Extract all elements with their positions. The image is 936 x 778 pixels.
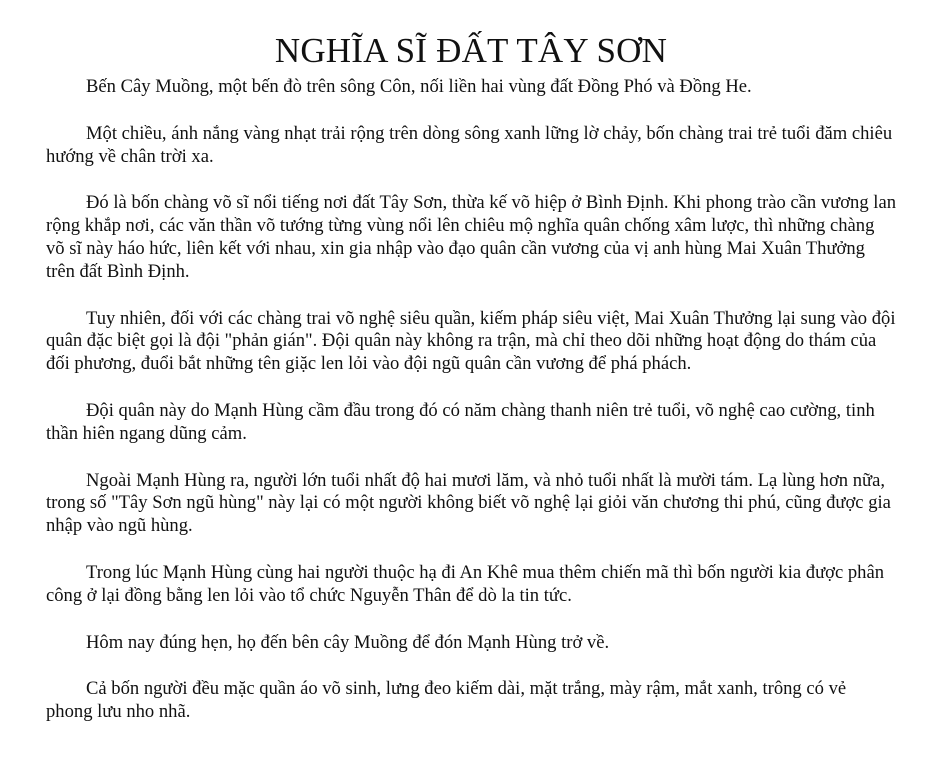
paragraph-1: Bến Cây Muồng, một bến đò trên sông Côn, nối liền hai vùng đất Đồng Phó và Đồng He. (86, 76, 752, 97)
paragraph-5: Đội quân này do Mạnh Hùng cầm đầu trong đó có năm chàng thanh niên trẻ tuổi, võ nghệ cao cường, tinh thần hiên ngang dũng cảm. (46, 399, 875, 444)
paragraph-7: Trong lúc Mạnh Hùng cùng hai người thuộc hạ đi An Khê mua thêm chiến mã thì bốn người kia được phân công ở lại đồng bằng len lỏi vào tổ chức Nguyễn Thân để dò la tin tức. (46, 561, 885, 606)
paragraph-6: Ngoài Mạnh Hùng ra, người lớn tuổi nhất độ hai mươi lăm, và nhỏ tuổi nhất là mười tám. Lạ lùng hơn nữa, trong số "Tây Sơn ngũ hùng" này lại có một người không biết võ nghệ lại giỏi văn chương thi phú, cũng được gia nhập vào ngũ hùng. (46, 469, 891, 537)
paragraph-4: Tuy nhiên, đối với các chàng trai võ nghệ siêu quần, kiếm pháp siêu việt, Mai Xuân Thưởng lại sung vào đội quân đặc biệt gọi là đội "phản gián". Đội quân này không ra trận, mà chỉ theo dõi những hoạt động do thám của đối phương, đuổi bắt những tên giặc len lỏi vào đội ngũ quân cần vương để phá phách. (46, 307, 896, 375)
paragraph-9: Cả bốn người đều mặc quần áo võ sinh, lưng đeo kiếm dài, mặt trắng, mày rậm, mắt xanh, trông có vẻ phong lưu nho nhã. (46, 678, 847, 723)
document-title: NGHĨA SĨ ĐẤT TÂY SƠN (274, 31, 668, 70)
paragraph-8: Hôm nay đúng hẹn, họ đến bên cây Muồng để đón Mạnh Hùng trở về. (86, 631, 610, 653)
paragraph-3: Đó là bốn chàng võ sĩ nổi tiếng nơi đất Tây Sơn, thừa kế võ hiệp ở Bình Định. Khi phong trào cần vương lan rộng khắp nơi, các văn thần võ tướng từng vùng nổi lên chiêu mộ nghĩa quân chống xâm lược, thì những chàng võ sĩ này háo hức, liên kết với nhau, xin gia nhập vào đạo quân cần vương của vị anh hùng Mai Xuân Thưởng trên đất Bình Định. (46, 192, 897, 282)
document-page (46, 28, 896, 724)
paragraph-2: Một chiều, ánh nắng vàng nhạt trải rộng trên dòng sông xanh lững lờ chảy, bốn chàng trai trẻ tuổi đăm chiêu hướng về chân trời xa. (46, 122, 893, 167)
document-body (46, 76, 896, 724)
